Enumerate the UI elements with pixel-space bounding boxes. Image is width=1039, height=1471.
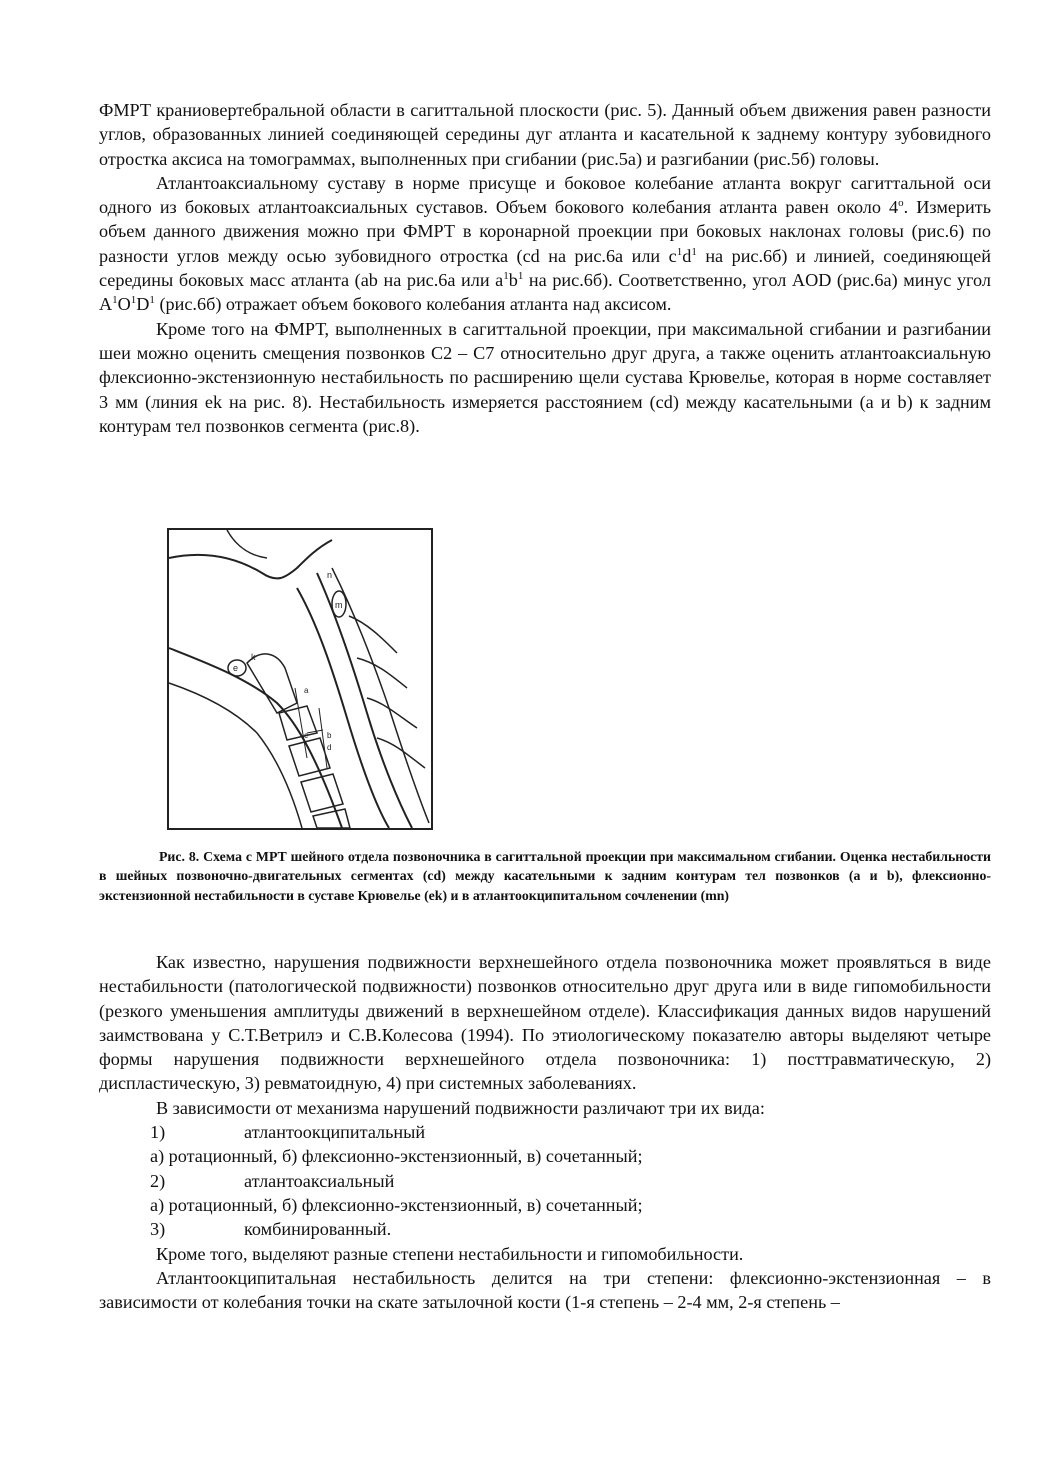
paragraph-mobility-disorders: Как известно, нарушения подвижности верхнешейного отдела позвоночника может проявляться в виде нестабильности (патологической подвижности) позвонков относительно друг друга или в виде гипомобильности (резкого уменьшения амплитуды движений в верхнешейном отделе). Классификация данных видов нарушений заимствована у С.Т.Ветрилэ и С.В.Колесова (1994). По этиологическому показателю авторы выделяют четыре формы нарушения подвижности верхнешейного отдела позвоночника: 1) посттравматическую, 2) диспластическую, 3) ревматоидную, 4) при системных заболеваниях.: [99, 952, 991, 1094]
paragraph-lateral-oscillation: Атлантоаксиальному суставу в норме присуще и боковое колебание атланта вокруг сагиттальной оси одного из боковых атлантоаксиальных суставов. Объем бокового колебания атланта равен около 4$^o$. Измерить объем данного движения можно при ФМРТ в коронарной проекции при боковых наклонах головы (рис.6) по разности углов между осью зубовидного отростка (cd на рис.6а или $c^1d^1$ на рис.6б) и линией, соединяющей середины боковых масс атланта (ab на рис.6а или $a^1b^1$ на рис.6б). Соответственно, угол AOD (рис.6а) минус угол $A^1O^1D^1$ (рис.6б) отражает объем бокового колебания атланта над аксисом.: [99, 172, 991, 315]
label-k: k: [251, 652, 256, 662]
body-text-bottom: [99, 950, 991, 1314]
list-item-1: 1) атлантоокципитальный: [150, 1122, 426, 1143]
paragraph-fmrt-sagittal: ФМРТ краниовертебральной области в сагиттальной плоскости (рис. 5). Данный объем движения равен разности углов, образованных линией соединяющей середины дуг атланта и касательной к заднему контуру зубовидного отростка аксиса на томограммах, выполненных при сгибании (рис.5а) и разгибании (рис.5б) головы.: [99, 100, 991, 169]
paragraph-atlantooccipital-instability: Атлантоокципитальная нестабильность делится на три степени: флексионно-экстензионная – в зависимости от колебания точки на скате затылочной кости (1-я степень – 2-4 мм, 2-я степень –: [99, 1267, 991, 1313]
list-item-2-subtypes: а) ротационный, б) флексионно-экстензионный, в) сочетанный;: [150, 1194, 643, 1215]
label-b: b: [327, 731, 332, 740]
list-item-2: 2) атлантоаксиальный: [150, 1170, 395, 1191]
paragraph-mechanism-types: В зависимости от механизма нарушений подвижности различают три их вида:: [156, 1097, 765, 1118]
label-n: n: [327, 570, 333, 580]
label-c: c: [304, 731, 308, 740]
figure-caption: Рис. 8. Схема с МРТ шейного отдела позвоночника в сагиттальной проекции при максимальном сгибании. Оценка нестабильности в шейных позвоночно-двигательных сегментах (cd) между касательными к задним контурам тел позвонков (a и b), флексионно-экстензионной нестабильности в суставе Крювелье (ek) и в атлантоокципитальном сочленении (mn): [99, 849, 991, 903]
paragraph-degrees: Кроме того, выделяют разные степени нестабильности и гипомобильности.: [156, 1243, 744, 1264]
spine-drawing: [167, 528, 433, 830]
body-text-top: [99, 98, 991, 438]
label-d: d: [327, 743, 332, 752]
paragraph-instability-measure: Кроме того на ФМРТ, выполненных в сагиттальной проекции, при максимальной сгибании и разгибании шеи можно оценить смещения позвонков C2 – C7 относительно друг друга, а также оценить атлантоаксиальную флексионно-экстензионную нестабильность по расширению щели сустава Крювелье, которая в норме составляет 3 мм (линия ek на рис. 8). Нестабильность измеряется расстоянием (cd) между касательными (a и b) к задним контурам тел позвонков сегмента (рис.8).: [99, 318, 991, 436]
list-item-1-subtypes: а) ротационный, б) флексионно-экстензионный, в) сочетанный;: [150, 1146, 643, 1167]
list-item-3: 3) комбинированный.: [150, 1219, 392, 1240]
figure-cervical-spine-schematic: [167, 528, 433, 830]
label-a: a: [304, 686, 309, 695]
label-m: m: [335, 600, 343, 610]
label-e: e: [233, 663, 239, 673]
